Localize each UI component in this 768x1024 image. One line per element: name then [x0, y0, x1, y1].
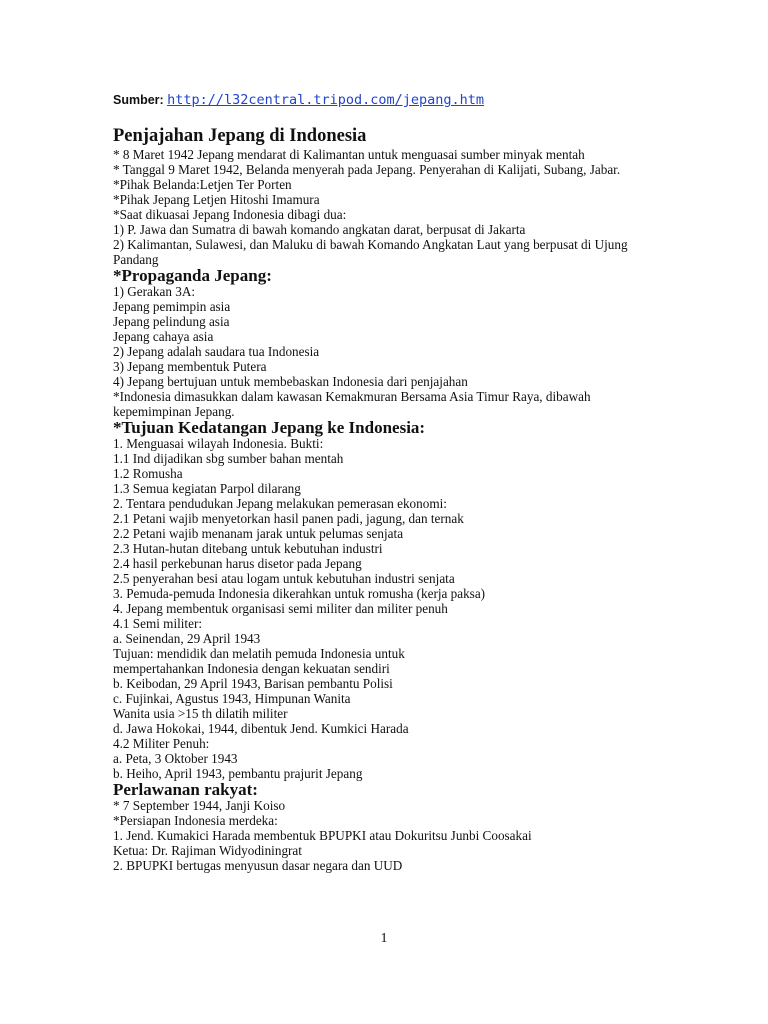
intro-line: *Pihak Jepang Letjen Hitoshi Imamura [113, 192, 320, 207]
tujuan-line: b. Heiho, April 1943, pembantu prajurit Jepang [113, 766, 363, 781]
tujuan-line: c. Fujinkai, Agustus 1943, Himpunan Wanita [113, 691, 351, 706]
source-line [113, 91, 673, 109]
perlawanan-heading: Perlawanan rakyat: [113, 780, 258, 799]
perlawanan-line: *Persiapan Indonesia merdeka: [113, 813, 278, 828]
tujuan-line: mempertahankan Indonesia dengan kekuatan sendiri [113, 661, 390, 676]
tujuan-line: d. Jawa Hokokai, 1944, dibentuk Jend. Kumkici Harada [113, 721, 409, 736]
intro-line: 2) Kalimantan, Sulawesi, dan Maluku di bawah Komando Angkatan Laut yang berpusat di Ujung Pandang [113, 237, 628, 267]
tujuan-line: Tujuan: mendidik dan melatih pemuda Indonesia untuk [113, 646, 405, 661]
intro-line: * 8 Maret 1942 Jepang mendarat di Kalimantan untuk menguasai sumber minyak mentah [113, 147, 585, 162]
propaganda-line: 1) Gerakan 3A: [113, 284, 196, 299]
propaganda-line: 4) Jepang bertujuan untuk membebaskan Indonesia dari penjajahan [113, 374, 468, 389]
document-title: Penjajahan Jepang di Indonesia [113, 126, 367, 146]
tujuan-line: 3. Pemuda-pemuda Indonesia dikerahkan untuk romusha (kerja paksa) [113, 586, 486, 601]
perlawanan-line: 1. Jend. Kumakici Harada membentuk BPUPKI atau Dokuritsu Junbi Coosakai [113, 828, 532, 843]
perlawanan-line: Ketua: Dr. Rajiman Widyodiningrat [113, 843, 302, 858]
tujuan-line: a. Seinendan, 29 April 1943 [113, 631, 261, 646]
page-number: 1 [380, 931, 388, 946]
propaganda-line: Jepang cahaya asia [113, 329, 214, 344]
intro-section [113, 147, 673, 267]
source-label: Sumber: [113, 93, 164, 107]
tujuan-line: 2.3 Hutan-hutan ditebang untuk kebutuhan industri [113, 541, 383, 556]
source-link[interactable]: http://l32central.tripod.com/jepang.htm [167, 92, 485, 108]
document-page [113, 91, 673, 873]
tujuan-line: 4. Jepang membentuk organisasi semi militer dan militer penuh [113, 601, 448, 616]
intro-line: * Tanggal 9 Maret 1942, Belanda menyerah pada Jepang. Penyerahan di Kalijati, Subang, Jabar. [113, 162, 621, 177]
perlawanan-section [113, 798, 673, 873]
tujuan-line: 4.1 Semi militer: [113, 616, 203, 631]
perlawanan-line: * 7 September 1944, Janji Koiso [113, 798, 286, 813]
propaganda-line: 2) Jepang adalah saudara tua Indonesia [113, 344, 320, 359]
tujuan-line: Wanita usia >15 th dilatih militer [113, 706, 288, 721]
propaganda-heading: *Propaganda Jepang: [113, 266, 272, 285]
tujuan-section [113, 436, 673, 781]
tujuan-line: 2.4 hasil perkebunan harus disetor pada Jepang [113, 556, 362, 571]
tujuan-heading: *Tujuan Kedatangan Jepang ke Indonesia: [113, 418, 426, 437]
propaganda-section [113, 284, 673, 419]
intro-line: *Pihak Belanda:Letjen Ter Porten [113, 177, 292, 192]
tujuan-line: a. Peta, 3 Oktober 1943 [113, 751, 238, 766]
tujuan-line: b. Keibodan, 29 April 1943, Barisan pembantu Polisi [113, 676, 393, 691]
tujuan-line: 1.3 Semua kegiatan Parpol dilarang [113, 481, 301, 496]
tujuan-line: 2.2 Petani wajib menanam jarak untuk pelumas senjata [113, 526, 404, 541]
propaganda-line: *Indonesia dimasukkan dalam kawasan Kemakmuran Bersama Asia Timur Raya, dibawah kepemimpinan Jepang. [113, 389, 591, 419]
tujuan-line: 2. Tentara pendudukan Jepang melakukan pemerasan ekonomi: [113, 496, 447, 511]
tujuan-line: 2.5 penyerahan besi atau logam untuk kebutuhan industri senjata [113, 571, 455, 586]
tujuan-line: 1.2 Romusha [113, 466, 183, 481]
tujuan-line: 4.2 Militer Penuh: [113, 736, 210, 751]
propaganda-line: Jepang pemimpin asia [113, 299, 231, 314]
intro-line: *Saat dikuasai Jepang Indonesia dibagi dua: [113, 207, 347, 222]
tujuan-line: 1.1 Ind dijadikan sbg sumber bahan mentah [113, 451, 344, 466]
tujuan-line: 2.1 Petani wajib menyetorkan hasil panen padi, jagung, dan ternak [113, 511, 464, 526]
propaganda-line: 3) Jepang membentuk Putera [113, 359, 267, 374]
propaganda-line: Jepang pelindung asia [113, 314, 230, 329]
tujuan-line: 1. Menguasai wilayah Indonesia. Bukti: [113, 436, 324, 451]
perlawanan-line: 2. BPUPKI bertugas menyusun dasar negara dan UUD [113, 858, 403, 873]
intro-line: 1) P. Jawa dan Sumatra di bawah komando angkatan darat, berpusat di Jakarta [113, 222, 526, 237]
